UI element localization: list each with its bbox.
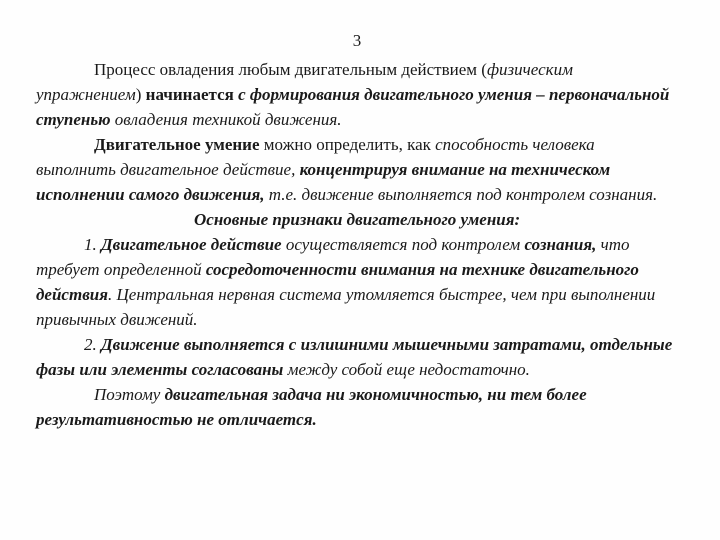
paragraph-definition: [36, 132, 678, 207]
text-run: сознания,: [524, 235, 601, 254]
text-run: между собой еще недостаточно.: [287, 360, 530, 379]
text-run: начинается: [145, 85, 239, 104]
text-run: концентрируя внимание на техническом исполнении самого движения,: [36, 160, 611, 204]
heading-signs: [36, 207, 678, 232]
text-run: способность человека выполнить двигательное действие,: [36, 135, 595, 179]
text-run: Поэтому: [94, 385, 165, 404]
text-run: Движение выполняется с излишними мышечными затратами, отдельные фазы или элементы согласованы: [36, 335, 673, 379]
text-run: ): [135, 85, 146, 104]
list-item-2: [36, 332, 678, 382]
text-run: осуществляется под контролем: [285, 235, 525, 254]
text-run: т.е. движение выполняется под контролем сознания.: [268, 185, 658, 204]
text-run: . Центральная нервная система утомляется быстрее, чем при выполнении привычных движений.: [36, 285, 656, 329]
text-run: овладения техникой движения.: [114, 110, 342, 129]
text-run: 1.: [84, 235, 101, 254]
text-run: с формирования двигательного умения – первоначальной ступенью: [36, 85, 670, 129]
text-run: 2.: [84, 335, 101, 354]
text-run: можно определить, как: [263, 135, 436, 154]
text-run: двигательная задача ни экономичностью, ни тем более результативностью не отличается.: [36, 385, 587, 429]
text-run: Двигательное умение: [94, 135, 264, 154]
text-run: что требует определенной: [36, 235, 630, 279]
text-run: Процесс овладения любым двигательным действием (: [94, 60, 487, 79]
text-run: физическим упражнением: [36, 60, 573, 104]
paragraph-conclusion: [36, 382, 678, 432]
text-run: сосредоточенности внимания на технике двигательного действия: [36, 260, 639, 304]
paragraph-intro: [36, 57, 678, 132]
text-run: Основные признаки двигательного умения:: [194, 210, 521, 229]
text-run: Двигательное действие: [101, 235, 286, 254]
list-item-1: [36, 232, 678, 332]
page-number: 3: [352, 31, 362, 50]
